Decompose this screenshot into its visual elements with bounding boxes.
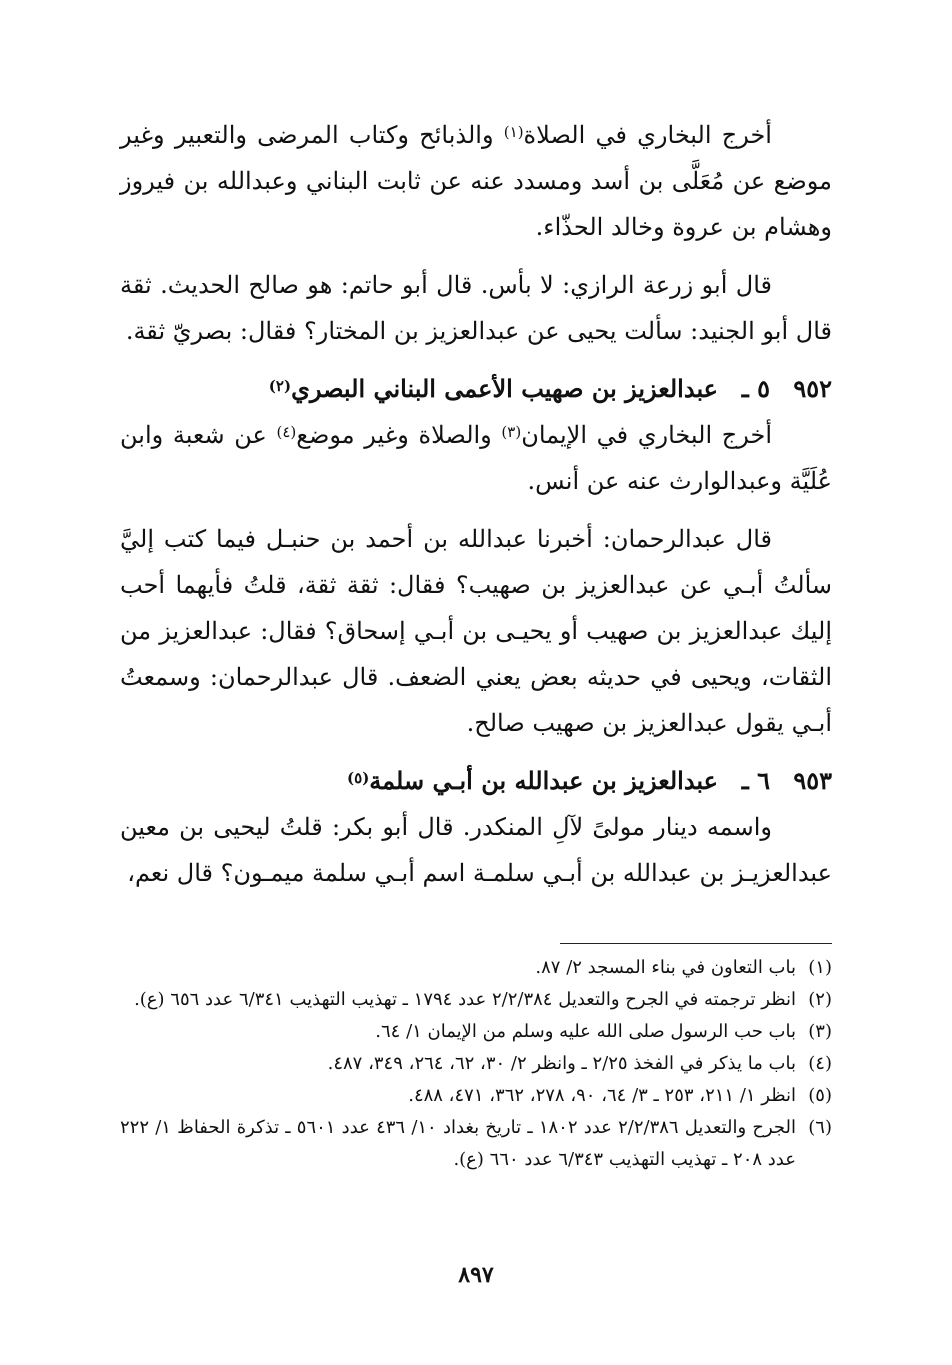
text-run: عبدالعزيز بن صهيب الأعمى البناني البصري <box>291 374 718 403</box>
footnote-item <box>120 1080 832 1112</box>
footnote-text: انظر ترجمته في الجرح والتعديل ٢/٢/٣٨٤ عدد ١٧٩٤ ـ تهذيب التهذيب ٦/٣٤١ عدد ٦٥٦ (ع). <box>134 989 796 1010</box>
footnote-label: (٣) <box>808 1021 832 1042</box>
text-run: أخرج البخاري في الصلاة <box>523 121 772 149</box>
entry-number: ٩٥٣ <box>793 766 832 795</box>
paragraph-bukhari-2 <box>120 412 832 504</box>
paragraph-bukhari-1 <box>120 112 832 250</box>
footnote-ref: (٥) <box>347 769 370 787</box>
footnote-divider <box>560 943 832 944</box>
page-body <box>120 112 832 896</box>
entry-sequence: ٦ ـ <box>741 766 770 795</box>
paragraph-abu-zura: قال أبو زرعة الرازي: لا بأس. قال أبو حاتم: هو صالح الحديث. ثقة قال أبو الجنيد: سألت يحيى عن عبدالعزيز بن المختار؟ فقال: بصريّ ثقة. <box>120 271 832 345</box>
footnote-item <box>120 1016 832 1048</box>
entry-heading-953 <box>120 758 832 804</box>
text-run: أخرج البخاري في الإيمان <box>521 421 773 449</box>
footnote-ref: (٤) <box>276 423 297 441</box>
footnote-label: (٢) <box>808 989 832 1010</box>
footnote-ref: (٢) <box>268 377 292 395</box>
footnote-text: باب حب الرسول صلى الله عليه وسلم من الإيمان ١/ ٦٤. <box>375 1021 796 1042</box>
footnote-item <box>120 1048 832 1080</box>
paragraph-dinar: واسمه دينار مولىً لآلِ المنكدر. قال أبو بكر: قلتُ ليحيى بن معين عبدالعزيـز بن عبدالله بن أبـي سلمـة اسم أبـي سلمة ميمـون؟ قال نعم، <box>120 813 832 887</box>
text-run: عبدالعزيز بن عبدالله بن أبـي سلمة <box>369 766 718 795</box>
entry-title <box>347 758 718 804</box>
footnote-text: باب ما يذكر في الفخذ ٢/٢٥ ـ وانظر ٢/ ٣٠، ٦٢، ٢٦٤، ٣٤٩، ٤٨٧. <box>327 1053 796 1074</box>
footnote-item <box>120 952 832 984</box>
entry-number: ٩٥٢ <box>793 374 832 403</box>
footnote-text: الجرح والتعديل ٢/٢/٣٨٦ عدد ١٨٠٢ ـ تاريخ بغداد ١٠/ ٤٣٦ عدد ٥٦٠١ ـ تذكرة الحفاظ ١/ ٢٢٢ عدد ٢٠٨ ـ تهذيب التهذيب ٦/٣٤٣ عدد ٦٦٠ (ع). <box>120 1117 797 1170</box>
footnote-ref: (٣) <box>501 423 522 441</box>
text-run: والذبائح وكتاب المرضى والتعبير وغير موضع عن مُعَلَّى بن أسد ومسدد عنه عن ثابت البناني وعبدالله بن فيروز وهشام بن عروة وخالد الحذّاء. <box>120 121 832 241</box>
text-run: عن شعبة وابن عُلَيَّة وعبدالوارث عنه عن أنس. <box>120 421 832 495</box>
footnotes <box>120 952 832 1176</box>
footnote-item <box>120 1112 832 1176</box>
page-number: ٨٩٧ <box>458 1262 494 1288</box>
entry-sequence: ٥ ـ <box>741 374 770 403</box>
entry-title <box>269 366 718 412</box>
footnote-text: باب التعاون في بناء المسجد ٢/ ٨٧. <box>535 957 796 978</box>
footnote-label: (٥) <box>808 1085 832 1106</box>
text-run: والصلاة وغير موضع <box>296 421 502 449</box>
entry-heading-952 <box>120 366 832 412</box>
footnote-label: (١) <box>808 957 832 978</box>
footnote-ref: (١) <box>503 123 524 141</box>
footnote-text: انظر ١/ ٢١١، ٢٥٣ ـ ٣/ ٦٤، ٩٠، ٢٧٨، ٣٦٢، ٤٧١، ٤٨٨. <box>408 1085 796 1106</box>
footnote-item <box>120 984 832 1016</box>
paragraph-abdulrahman: قال عبدالرحمان: أخبرنا عبدالله بن أحمد بن حنبـل فيما كتب إليَّ سألتُ أبـي عن عبدالعزيز بن صهيب؟ فقال: ثقة ثقة، قلتُ فأيهما أحب إليك عبدالعزيز بن صهيب أو يحيـى بن أبـي إسحاق؟ فقال: عبدالعزيز من الثقات، ويحيى في حديثه بعض يعني الضعف. قال عبدالرحمان: وسمعتُ أبـي يقول عبدالعزيز بن صهيب صالح. <box>120 525 832 737</box>
footnote-label: (٤) <box>808 1053 832 1074</box>
footnote-label: (٦) <box>808 1117 832 1138</box>
